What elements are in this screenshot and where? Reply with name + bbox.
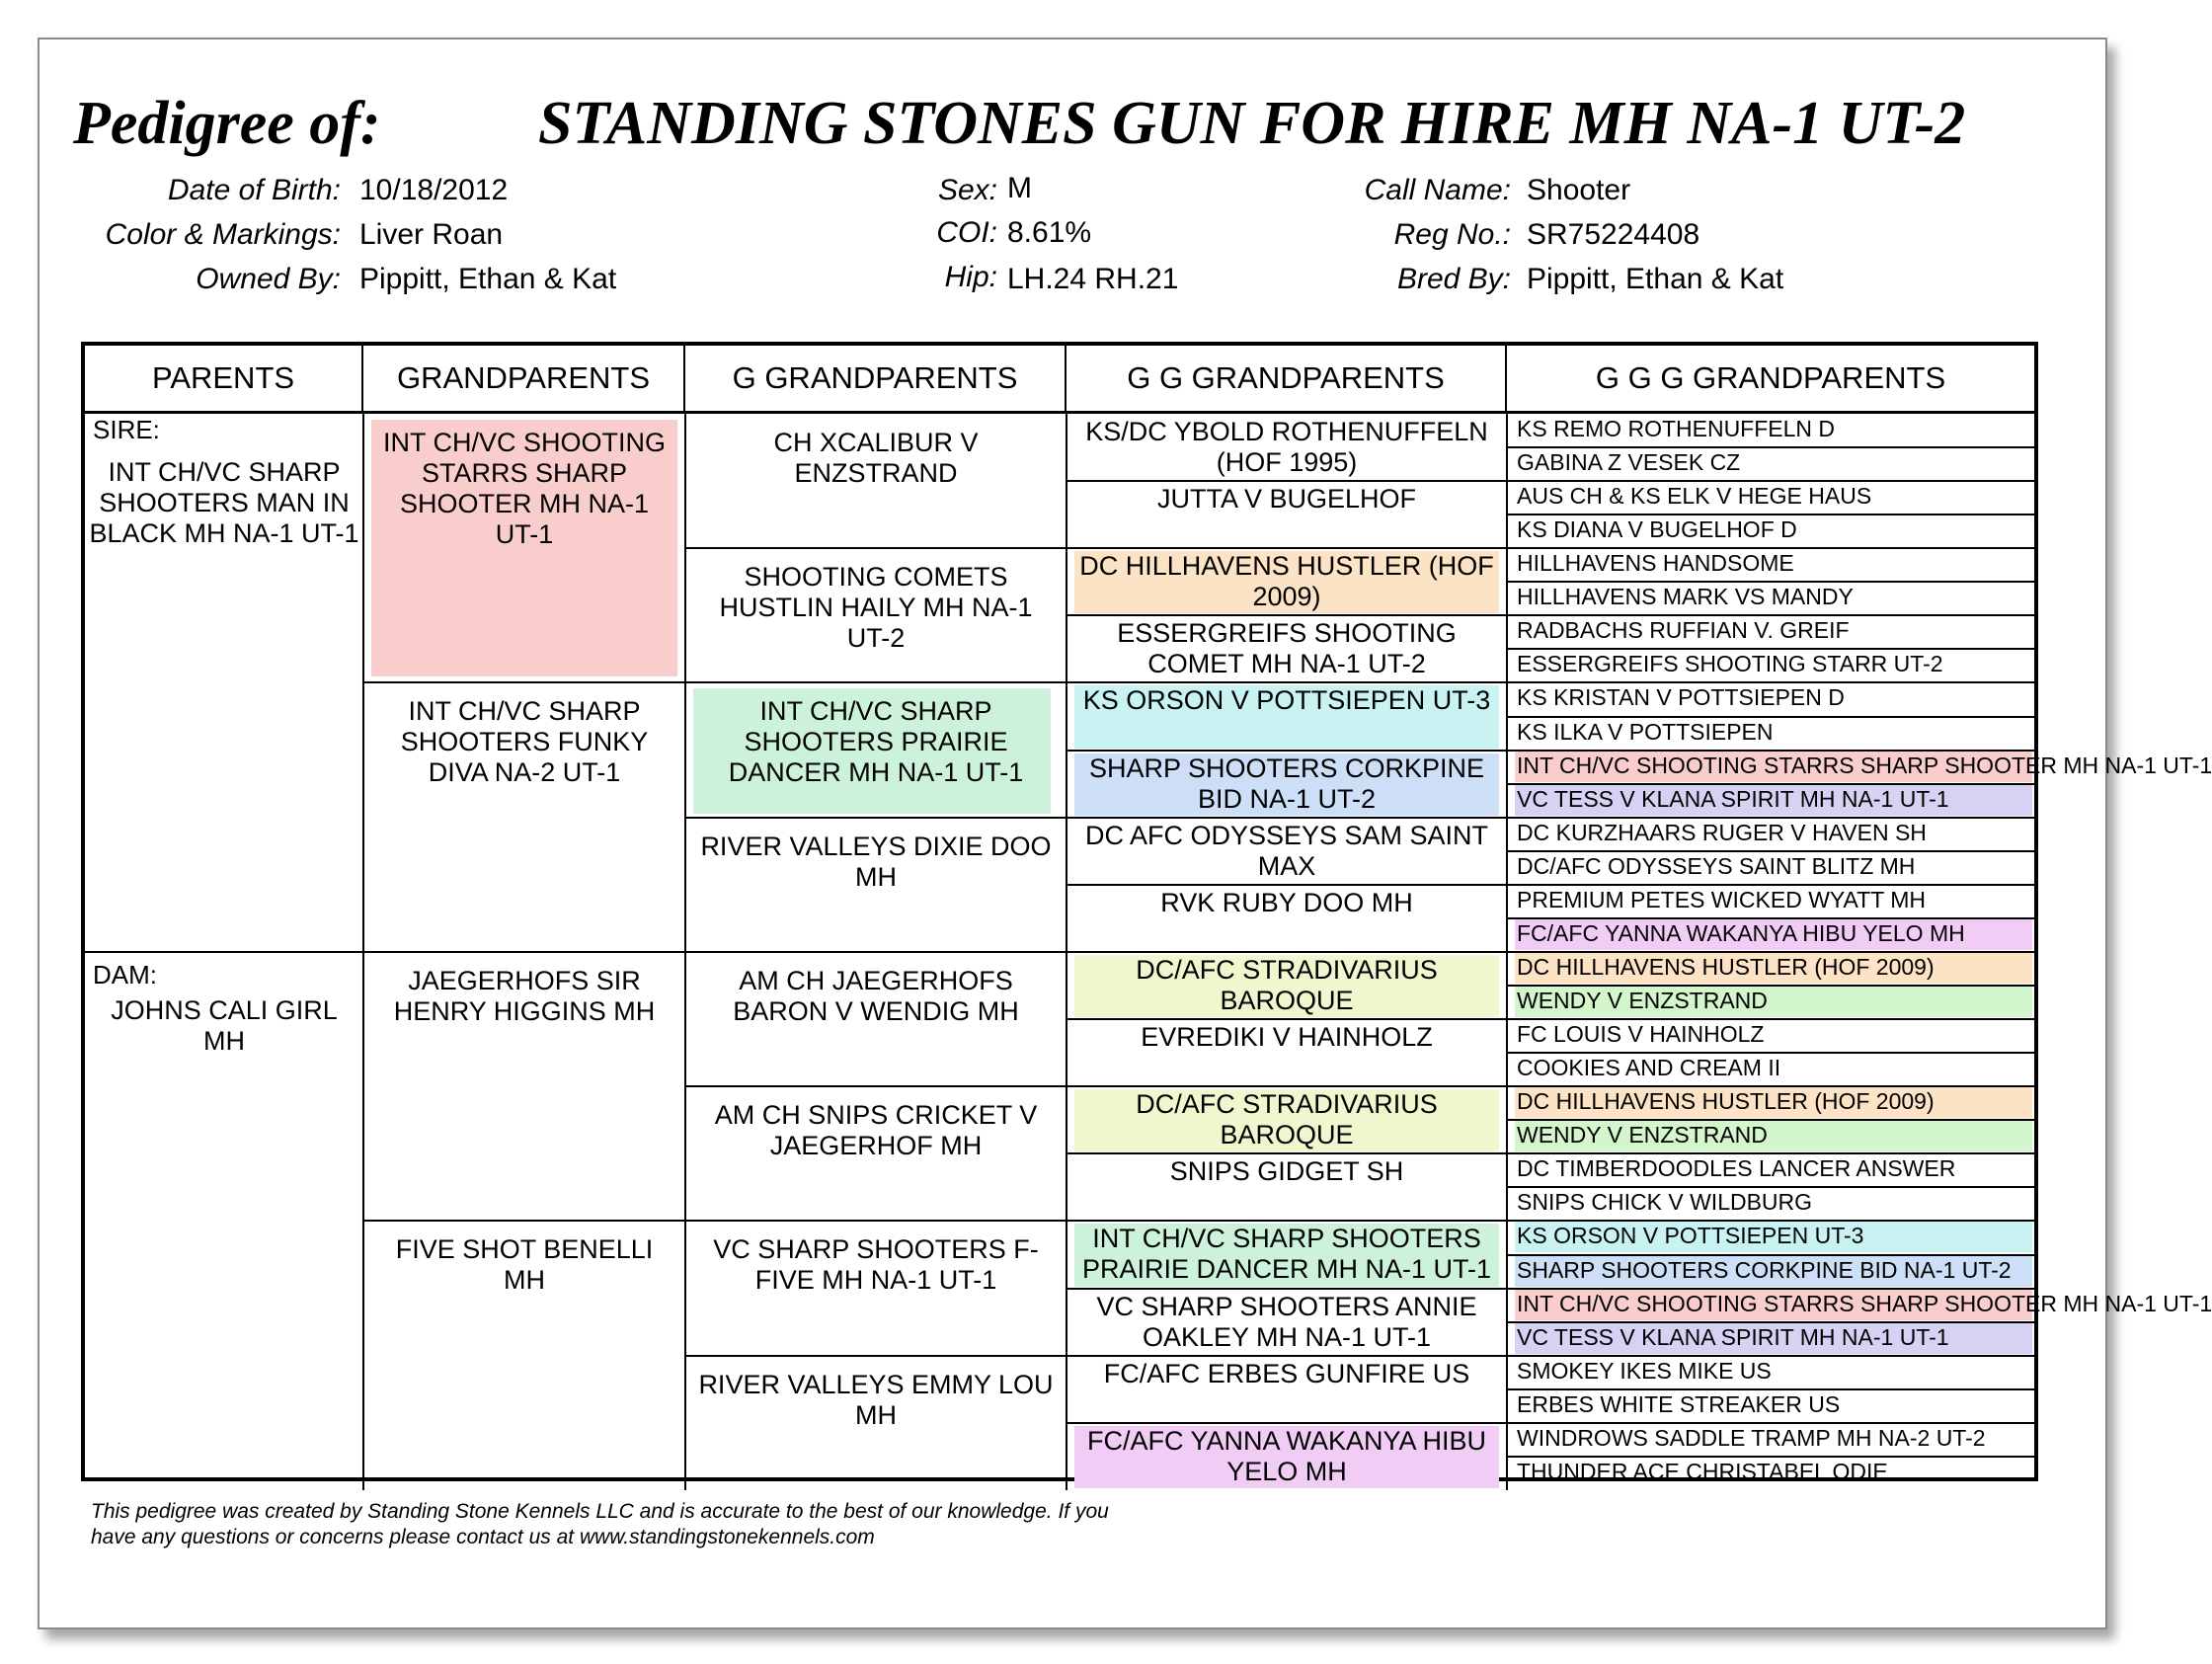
- ggg-grandparent-21: WENDY V ENZSTRAND: [1517, 1122, 1768, 1149]
- header-parents: PARENTS: [85, 346, 363, 411]
- gg-grandparent-3: ESSERGREIFS SHOOTING COMET MH NA-1 UT-2: [1117, 618, 1457, 679]
- row-divider-c2-r16: [685, 951, 1066, 953]
- row-divider-c3-r8: [1066, 681, 1507, 683]
- row-divider-c3-r26: [1066, 1288, 1507, 1290]
- row-divider-c4-r26: [1507, 1288, 2034, 1290]
- row-divider-c4-r25: [1507, 1254, 2034, 1256]
- ggg-grandparent-13: DC/AFC ODYSSEYS SAINT BLITZ MH: [1517, 852, 1916, 879]
- great-grandparent-3: RIVER VALLEYS DIXIE DOO MH: [700, 831, 1052, 892]
- row-divider-c3-r24: [1066, 1220, 1507, 1222]
- row-divider-c4-r14: [1507, 884, 2034, 886]
- coi-value: 8.61%: [1007, 216, 1092, 249]
- great-grandparent-4: AM CH JAEGERHOFS BARON V WENDIG MH: [733, 965, 1019, 1026]
- row-divider-c4-r21: [1507, 1119, 2034, 1121]
- grandparent-1: INT CH/VC SHARP SHOOTERS FUNKY DIVA NA-2 UT-1: [400, 696, 649, 788]
- row-divider-c4-r3: [1507, 514, 2034, 515]
- ggg-grandparent-16: DC HILLHAVENS HUSTLER (HOF 2009): [1517, 953, 1935, 980]
- row-divider-c4-r10: [1507, 750, 2034, 752]
- ggg-grandparent-31: THUNDER ACE CHRISTABEL ODIE: [1517, 1458, 1888, 1484]
- row-divider-c2-r28: [685, 1355, 1066, 1357]
- owner-label: Owned By:: [196, 263, 341, 295]
- row-divider-c1-r16: [363, 951, 685, 953]
- ggg-grandparent-12: DC KURZHAARS RUGER V HAVEN SH: [1517, 819, 1927, 845]
- row-divider-c3-r12: [1066, 817, 1507, 819]
- great-grandparent-6: VC SHARP SHOOTERS F-FIVE MH NA-1 UT-1: [713, 1234, 1039, 1296]
- row-divider-c3-r10: [1066, 750, 1507, 752]
- row-divider-c3-r18: [1066, 1018, 1507, 1020]
- ggg-grandparent-2: AUS CH & KS ELK V HEGE HAUS: [1517, 483, 1872, 510]
- color-label: Color & Markings:: [105, 218, 341, 251]
- grandparent-2: JAEGERHOFS SIR HENRY HIGGINS MH: [393, 965, 656, 1026]
- ggg-grandparent-11: VC TESS V KLANA SPIRIT MH NA-1 UT-1: [1517, 785, 1949, 812]
- row-divider-c4-r9: [1507, 716, 2034, 718]
- ggg-grandparent-30: WINDROWS SADDLE TRAMP MH NA-2 UT-2: [1517, 1424, 1986, 1451]
- row-divider-c4-r28: [1507, 1355, 2034, 1357]
- pedigree-table: [81, 342, 2212, 1486]
- row-divider-c4-r17: [1507, 985, 2034, 987]
- great-grandparent-2: INT CH/VC SHARP SHOOTERS PRAIRIE DANCER MH NA-1 UT-1: [728, 696, 1024, 788]
- row-divider-c4-r30: [1507, 1422, 2034, 1424]
- row-divider-c3-r20: [1066, 1085, 1507, 1087]
- header-g-grandparents: G GRANDPARENTS: [685, 346, 1066, 411]
- footer-disclaimer: [91, 1499, 1109, 1550]
- gg-grandparent-11: SNIPS GIDGET SH: [1169, 1156, 1404, 1187]
- ggg-grandparent-6: RADBACHS RUFFIAN V. GREIF: [1517, 617, 1850, 644]
- row-divider-c4-r18: [1507, 1018, 2034, 1020]
- great-grandparent-5: AM CH SNIPS CRICKET V JAEGERHOF MH: [714, 1100, 1038, 1161]
- dam-label: DAM:: [93, 960, 157, 990]
- sire-name: INT CH/VC SHARP SHOOTERS MAN IN BLACK MH NA-1 UT-1: [89, 457, 359, 548]
- header-grandparents: GRANDPARENTS: [363, 346, 685, 411]
- header-divider: [85, 411, 2034, 414]
- gg-grandparent-5: SHARP SHOOTERS CORKPINE BID NA-1 UT-2: [1088, 753, 1485, 814]
- gg-grandparent-10: DC/AFC STRADIVARIUS BAROQUE: [1136, 1089, 1438, 1150]
- sex-label: Sex:: [937, 174, 997, 206]
- call-name-value: Shooter: [1527, 174, 1631, 206]
- reg-no-label: Reg No.:: [1393, 218, 1511, 251]
- ggg-grandparent-9: KS ILKA V POTTSIEPEN: [1517, 718, 1774, 745]
- ggg-grandparent-15: FC/AFC YANNA WAKANYA HIBU YELO MH: [1517, 919, 1965, 946]
- gg-grandparent-0: KS/DC YBOLD ROTHENUFFELN (HOF 1995): [1085, 417, 1488, 477]
- gg-grandparent-9: EVREDIKI V HAINHOLZ: [1141, 1022, 1433, 1053]
- row-divider-c3-r16: [1066, 951, 1507, 953]
- row-divider-c4-r8: [1507, 681, 2034, 683]
- gg-grandparent-8: DC/AFC STRADIVARIUS BAROQUE: [1136, 954, 1438, 1015]
- ggg-grandparent-0: KS REMO ROTHENUFFELN D: [1517, 416, 1836, 441]
- owner-value: Pippitt, Ethan & Kat: [359, 263, 617, 295]
- dam-name: JOHNS CALI GIRL MH: [111, 994, 338, 1056]
- row-divider-c3-r30: [1066, 1422, 1507, 1424]
- ggg-grandparent-28: SMOKEY IKES MIKE US: [1517, 1357, 1772, 1384]
- row-divider-c1-r24: [363, 1220, 685, 1222]
- ggg-grandparent-29: ERBES WHITE STREAKER US: [1517, 1390, 1841, 1417]
- grandparent-0: INT CH/VC SHOOTING STARRS SHARP SHOOTER MH NA-1 UT-1: [382, 428, 667, 549]
- dog-name-title: STANDING STONES GUN FOR HIRE MH NA-1 UT-2: [538, 90, 1966, 157]
- row-divider-c2-r4: [685, 547, 1066, 549]
- ggg-grandparent-27: VC TESS V KLANA SPIRIT MH NA-1 UT-1: [1517, 1323, 1949, 1350]
- ggg-grandparent-17: WENDY V ENZSTRAND: [1517, 988, 1768, 1014]
- row-divider-c2-r8: [685, 681, 1066, 683]
- footer-line-1: This pedigree was created by Standing Stone Kennels LLC and is accurate to the best of our knowledge. If you: [91, 1500, 1109, 1523]
- row-divider-c4-r6: [1507, 614, 2034, 616]
- row-divider-c4-r15: [1507, 917, 2034, 919]
- gg-grandparent-12: INT CH/VC SHARP SHOOTERS PRAIRIE DANCER MH NA-1 UT-1: [1081, 1224, 1492, 1285]
- row-divider-c3-r28: [1066, 1355, 1507, 1357]
- row-divider-c4-r12: [1507, 817, 2034, 819]
- grandparent-3: FIVE SHOT BENELLI MH: [395, 1234, 654, 1296]
- row-divider-c4-r16: [1507, 951, 2034, 953]
- bred-by-value: Pippitt, Ethan & Kat: [1527, 263, 1784, 295]
- row-divider-c4-r31: [1507, 1456, 2034, 1458]
- sire-label: SIRE:: [93, 415, 160, 444]
- dob-value: 10/18/2012: [359, 174, 509, 206]
- ggg-grandparent-22: DC TIMBERDOODLES LANCER ANSWER: [1517, 1155, 1956, 1182]
- ggg-grandparent-10: INT CH/VC SHOOTING STARRS SHARP SHOOTER MH NA-1 UT-1: [1517, 752, 2212, 778]
- gg-grandparent-13: VC SHARP SHOOTERS ANNIE OAKLEY MH NA-1 UT-1: [1096, 1291, 1477, 1352]
- row-divider-c4-r23: [1507, 1186, 2034, 1188]
- gg-grandparent-4: KS ORSON V POTTSIEPEN UT-3: [1082, 685, 1491, 716]
- gg-grandparent-14: FC/AFC ERBES GUNFIRE US: [1103, 1358, 1470, 1388]
- row-divider-c2-r12: [685, 817, 1066, 819]
- row-divider-c4-r29: [1507, 1388, 2034, 1390]
- row-divider-c3-r6: [1066, 614, 1507, 616]
- ggg-grandparent-8: KS KRISTAN V POTTSIEPEN D: [1517, 684, 1845, 711]
- great-grandparent-7: RIVER VALLEYS EMMY LOU MH: [698, 1369, 1054, 1430]
- row-divider-c4-r27: [1507, 1321, 2034, 1323]
- row-divider-c4-r5: [1507, 581, 2034, 583]
- row-divider-c0-r16: [85, 951, 363, 953]
- gg-grandparent-15: FC/AFC YANNA WAKANYA HIBU YELO MH: [1086, 1425, 1487, 1486]
- ggg-grandparent-24: KS ORSON V POTTSIEPEN UT-3: [1517, 1223, 1864, 1249]
- ggg-grandparent-3: KS DIANA V BUGELHOF D: [1517, 516, 1797, 543]
- ggg-grandparent-19: COOKIES AND CREAM II: [1517, 1055, 1781, 1081]
- row-divider-c4-r24: [1507, 1220, 2034, 1222]
- bred-by-label: Bred By:: [1396, 263, 1511, 295]
- ggg-grandparent-1: GABINA Z VESEK CZ: [1517, 449, 1741, 476]
- dob-label: Date of Birth:: [167, 174, 341, 206]
- row-divider-c3-r14: [1066, 884, 1507, 886]
- gg-grandparent-7: RVK RUBY DOO MH: [1160, 887, 1413, 917]
- ggg-grandparent-7: ESSERGREIFS SHOOTING STARR UT-2: [1517, 651, 1943, 677]
- title-label: Pedigree of:: [73, 90, 381, 157]
- row-divider-c4-r22: [1507, 1152, 2034, 1154]
- row-divider-c3-r4: [1066, 547, 1507, 549]
- row-divider-c4-r4: [1507, 547, 2034, 549]
- row-divider-c4-r19: [1507, 1052, 2034, 1054]
- header-gg-grandparents: G G GRANDPARENTS: [1066, 346, 1507, 411]
- row-divider-c4-r1: [1507, 446, 2034, 448]
- ggg-grandparent-14: PREMIUM PETES WICKED WYATT MH: [1517, 886, 1927, 912]
- gg-grandparent-6: DC AFC ODYSSEYS SAM SAINT MAX: [1084, 820, 1489, 881]
- ggg-grandparent-5: HILLHAVENS MARK VS MANDY: [1517, 584, 1854, 610]
- reg-no-value: SR75224408: [1527, 218, 1700, 251]
- hip-label: Hip:: [944, 261, 997, 293]
- gg-grandparent-2: DC HILLHAVENS HUSTLER (HOF 2009): [1079, 551, 1494, 612]
- ggg-grandparent-23: SNIPS CHICK V WILDBURG: [1517, 1189, 1813, 1216]
- row-divider-c4-r2: [1507, 480, 2034, 482]
- great-grandparent-0: CH XCALIBUR V ENZSTRAND: [773, 428, 979, 488]
- row-divider-c2-r20: [685, 1085, 1066, 1087]
- row-divider-c4-r11: [1507, 783, 2034, 785]
- row-divider-c2-r24: [685, 1220, 1066, 1222]
- row-divider-c3-r22: [1066, 1152, 1507, 1154]
- row-divider-c4-r13: [1507, 850, 2034, 852]
- footer-line-2: have any questions or concerns please contact us at www.standingstonekennels.com: [91, 1526, 875, 1548]
- row-divider-c4-r7: [1507, 648, 2034, 650]
- color-value: Liver Roan: [359, 218, 504, 251]
- hip-value: LH.24 RH.21: [1007, 263, 1179, 295]
- ggg-grandparent-25: SHARP SHOOTERS CORKPINE BID NA-1 UT-2: [1517, 1256, 2012, 1283]
- ggg-grandparent-18: FC LOUIS V HAINHOLZ: [1517, 1021, 1765, 1048]
- ggg-grandparent-20: DC HILLHAVENS HUSTLER (HOF 2009): [1517, 1088, 1935, 1115]
- coi-label: COI:: [936, 216, 997, 249]
- call-name-label: Call Name:: [1364, 174, 1511, 206]
- row-divider-c3-r2: [1066, 480, 1507, 482]
- row-divider-c4-r20: [1507, 1085, 2034, 1087]
- gg-grandparent-1: JUTTA V BUGELHOF: [1156, 484, 1417, 515]
- header-ggg-grandparents: G G G GRANDPARENTS: [1595, 360, 1946, 395]
- great-grandparent-1: SHOOTING COMETS HUSTLIN HAILY MH NA-1 UT-2: [719, 562, 1033, 654]
- ggg-grandparent-26: INT CH/VC SHOOTING STARRS SHARP SHOOTER MH NA-1 UT-1: [1517, 1290, 2212, 1316]
- ggg-grandparent-4: HILLHAVENS HANDSOME: [1517, 550, 1794, 577]
- sex-value: M: [1007, 172, 1032, 204]
- row-divider-c1-r8: [363, 681, 685, 683]
